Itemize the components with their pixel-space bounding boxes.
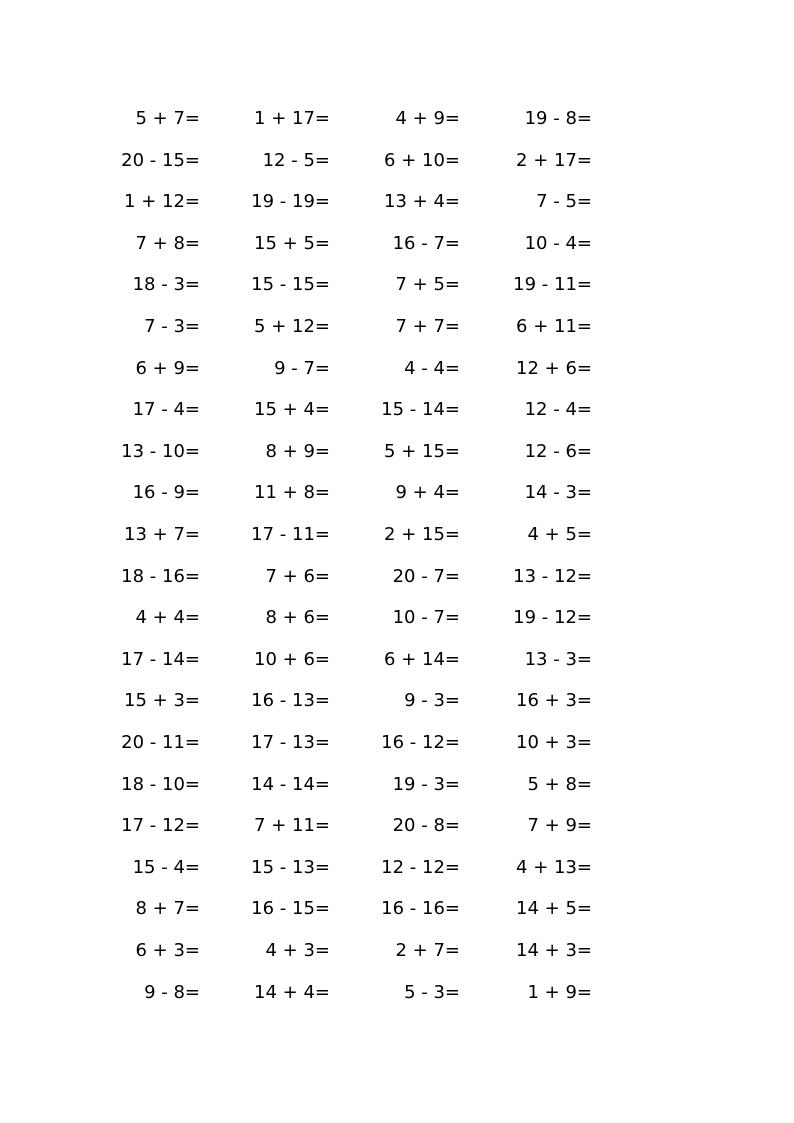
math-problem: 14 + 4=	[254, 981, 330, 1003]
math-problem: 17 - 12=	[121, 815, 200, 837]
math-problem: 6 + 9=	[135, 357, 200, 379]
math-problem: 11 + 8=	[254, 482, 330, 504]
math-problem: 19 - 12=	[513, 607, 592, 629]
problem-row	[0, 270, 794, 300]
math-problem: 20 - 15=	[121, 149, 200, 171]
math-problem: 19 - 19=	[251, 191, 330, 213]
math-problem: 7 + 6=	[265, 565, 330, 587]
math-problem: 9 - 8=	[144, 981, 200, 1003]
math-problem: 6 + 11=	[516, 316, 592, 337]
math-problem: 17 - 14=	[121, 648, 200, 670]
math-problem: 13 + 4=	[384, 191, 460, 213]
math-problem: 12 - 12=	[381, 856, 460, 878]
problem-row	[0, 603, 794, 633]
math-problem: 16 - 15=	[251, 898, 330, 920]
math-problem: 7 + 7=	[395, 316, 460, 337]
math-problem: 9 - 7=	[274, 357, 330, 379]
math-problem: 14 - 3=	[524, 482, 592, 504]
math-problem: 1 + 12=	[124, 191, 200, 213]
math-problem: 16 - 12=	[381, 732, 460, 753]
problem-row	[0, 978, 794, 1008]
math-problem: 18 - 16=	[121, 565, 200, 587]
math-problem: 7 + 5=	[395, 274, 460, 296]
math-problem: 8 + 9=	[265, 440, 330, 462]
problem-row	[0, 354, 794, 384]
math-problem: 13 - 12=	[513, 565, 592, 587]
math-problem: 20 - 11=	[121, 732, 200, 753]
problem-row	[0, 853, 794, 883]
math-problem: 13 + 7=	[124, 524, 200, 545]
math-problem: 16 - 7=	[392, 232, 460, 254]
math-problem: 7 + 9=	[527, 815, 592, 837]
math-problem: 6 + 10=	[384, 149, 460, 171]
problem-row	[0, 312, 794, 342]
math-problem: 4 + 3=	[265, 940, 330, 961]
math-problem: 18 - 3=	[132, 274, 200, 296]
math-problem: 10 + 6=	[254, 648, 330, 670]
math-problem: 13 - 3=	[524, 648, 592, 670]
math-problem: 7 + 11=	[254, 815, 330, 837]
math-problem: 17 - 11=	[251, 524, 330, 545]
math-problem: 12 - 5=	[262, 149, 330, 171]
math-problem: 5 + 12=	[254, 316, 330, 337]
math-problem: 20 - 8=	[392, 815, 460, 837]
problem-row	[0, 229, 794, 259]
math-problem: 16 + 3=	[516, 690, 592, 712]
math-problem: 17 - 13=	[251, 732, 330, 753]
math-problem: 9 - 3=	[404, 690, 460, 712]
math-problem: 2 + 7=	[395, 940, 460, 961]
math-problem: 14 + 3=	[516, 940, 592, 961]
math-problem: 18 - 10=	[121, 773, 200, 795]
problem-row	[0, 894, 794, 924]
math-problem: 10 - 7=	[392, 607, 460, 629]
problem-row	[0, 936, 794, 966]
math-problem: 6 + 14=	[384, 648, 460, 670]
problem-row	[0, 645, 794, 675]
problem-row	[0, 187, 794, 217]
math-problem: 5 + 15=	[384, 440, 460, 462]
math-problem: 8 + 7=	[135, 898, 200, 920]
math-problem: 12 - 6=	[524, 440, 592, 462]
problem-row	[0, 437, 794, 467]
problem-row	[0, 520, 794, 550]
math-problem: 13 - 10=	[121, 440, 200, 462]
math-problem: 15 - 4=	[132, 856, 200, 878]
math-problem: 16 - 9=	[132, 482, 200, 504]
math-problem: 17 - 4=	[132, 399, 200, 421]
math-problem: 10 - 4=	[524, 232, 592, 254]
math-problem: 4 + 13=	[516, 856, 592, 878]
math-problem: 16 - 16=	[381, 898, 460, 920]
problem-row	[0, 811, 794, 841]
math-problem: 4 - 4=	[404, 357, 460, 379]
math-problem: 4 + 4=	[135, 607, 200, 629]
math-problem: 16 - 13=	[251, 690, 330, 712]
problem-row	[0, 146, 794, 176]
math-problem: 6 + 3=	[135, 940, 200, 961]
math-problem: 15 - 14=	[381, 399, 460, 421]
math-problem: 7 - 3=	[144, 316, 200, 337]
math-problem: 15 + 3=	[124, 690, 200, 712]
math-problem: 19 - 8=	[524, 108, 592, 129]
math-problem: 2 + 17=	[516, 149, 592, 171]
math-problem: 19 - 3=	[392, 773, 460, 795]
problem-row	[0, 686, 794, 716]
math-problem: 14 - 14=	[251, 773, 330, 795]
problem-row	[0, 562, 794, 592]
math-problem: 5 - 3=	[404, 981, 460, 1003]
math-problem: 12 + 6=	[516, 357, 592, 379]
math-problem: 7 + 8=	[135, 232, 200, 254]
math-problem: 4 + 9=	[395, 108, 460, 129]
math-problem: 5 + 8=	[527, 773, 592, 795]
math-problem: 1 + 9=	[527, 981, 592, 1003]
problem-row	[0, 478, 794, 508]
math-problem: 19 - 11=	[513, 274, 592, 296]
math-problem: 1 + 17=	[254, 108, 330, 129]
math-problem: 15 + 4=	[254, 399, 330, 421]
math-problem: 7 - 5=	[536, 191, 592, 213]
problem-row	[0, 395, 794, 425]
problem-row	[0, 728, 794, 758]
math-problem: 10 + 3=	[516, 732, 592, 753]
math-problem: 15 + 5=	[254, 232, 330, 254]
math-problem: 5 + 7=	[135, 108, 200, 129]
math-problem: 12 - 4=	[524, 399, 592, 421]
math-problem: 9 + 4=	[395, 482, 460, 504]
math-problem: 14 + 5=	[516, 898, 592, 920]
math-problem: 15 - 15=	[251, 274, 330, 296]
problem-row	[0, 770, 794, 800]
math-problem: 15 - 13=	[251, 856, 330, 878]
math-problem: 8 + 6=	[265, 607, 330, 629]
math-problem: 20 - 7=	[392, 565, 460, 587]
problem-row	[0, 104, 794, 134]
math-problem: 4 + 5=	[527, 524, 592, 545]
math-problem: 2 + 15=	[384, 524, 460, 545]
